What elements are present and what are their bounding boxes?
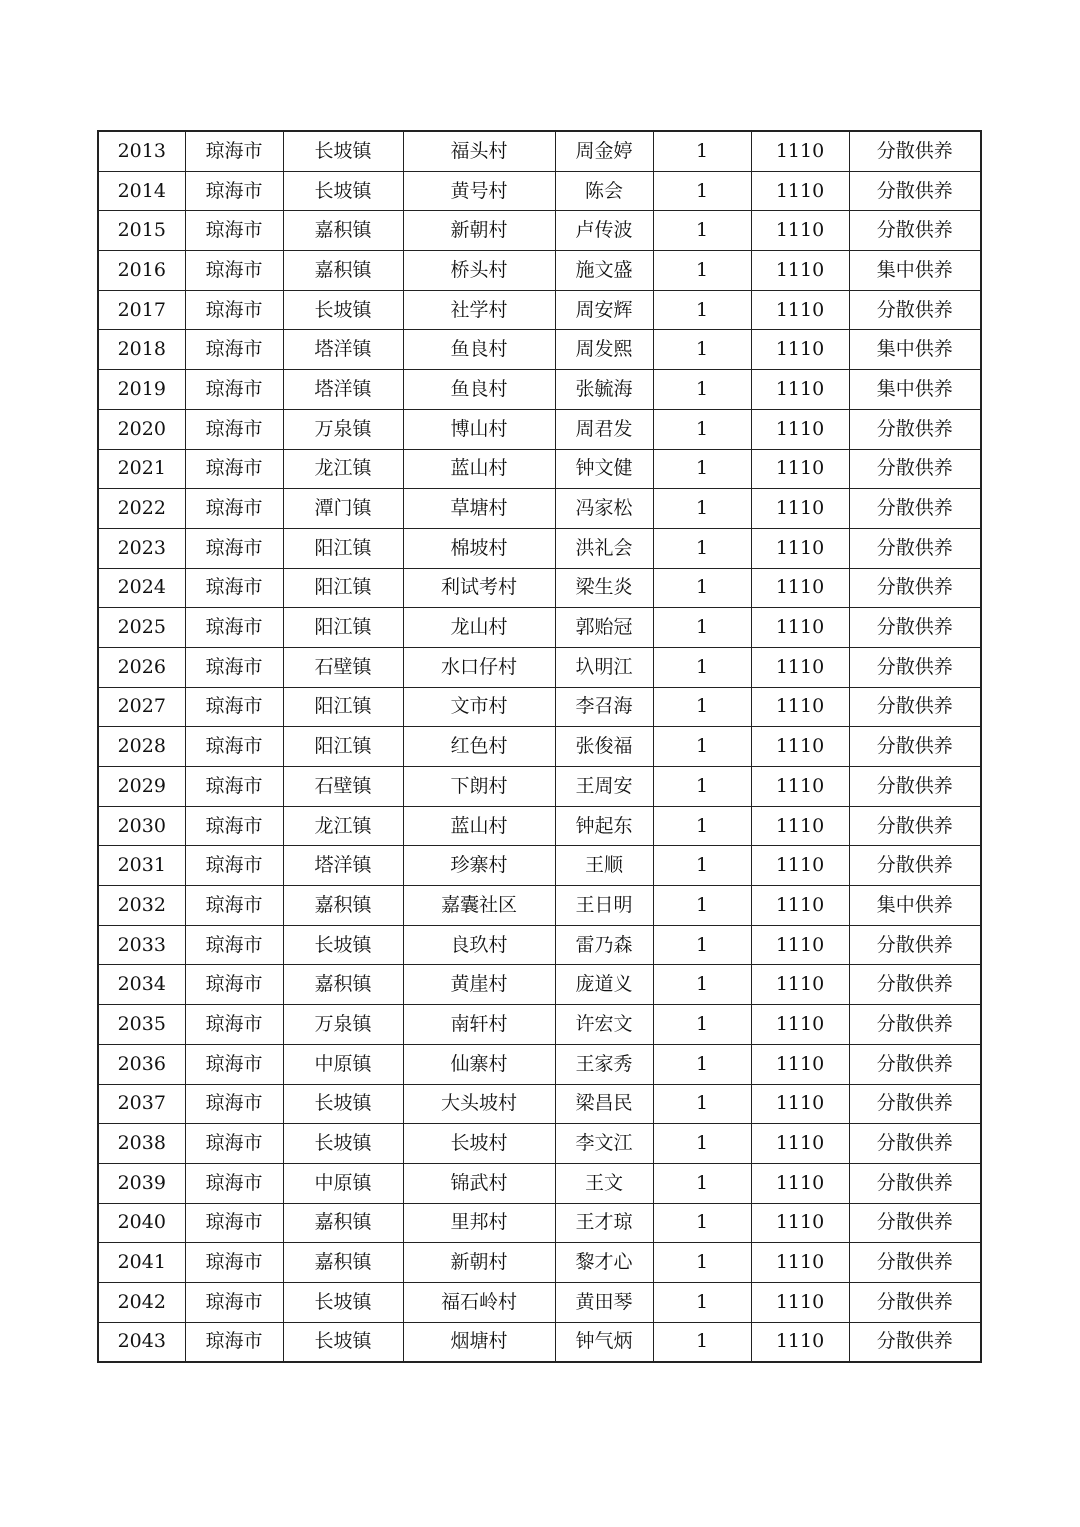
table-row — [98, 806, 981, 846]
row-number-cell: 2020 — [98, 409, 185, 449]
count-cell: 1 — [653, 131, 751, 171]
village-cell: 里邦村 — [403, 1203, 555, 1243]
support-type-cell: 分散供养 — [849, 806, 981, 846]
city-cell: 琼海市 — [185, 171, 283, 211]
village-cell: 水口仔村 — [403, 647, 555, 687]
town-cell: 长坡镇 — [283, 171, 403, 211]
amount-cell: 1110 — [751, 647, 849, 687]
name-cell: 李文江 — [555, 1124, 653, 1164]
village-cell: 长坡村 — [403, 1124, 555, 1164]
town-cell: 阳江镇 — [283, 568, 403, 608]
row-number-cell: 2023 — [98, 528, 185, 568]
town-cell: 阳江镇 — [283, 528, 403, 568]
town-cell: 中原镇 — [283, 1044, 403, 1084]
support-type-cell: 分散供养 — [849, 1243, 981, 1283]
support-type-cell: 分散供养 — [849, 846, 981, 886]
support-type-cell: 分散供养 — [849, 1044, 981, 1084]
count-cell: 1 — [653, 846, 751, 886]
count-cell: 1 — [653, 1124, 751, 1164]
village-cell: 下朗村 — [403, 767, 555, 807]
city-cell: 琼海市 — [185, 1124, 283, 1164]
support-type-cell: 集中供养 — [849, 370, 981, 410]
table-row — [98, 171, 981, 211]
support-type-cell: 分散供养 — [849, 489, 981, 529]
count-cell: 1 — [653, 965, 751, 1005]
table-row — [98, 370, 981, 410]
support-type-cell: 分散供养 — [849, 925, 981, 965]
town-cell: 万泉镇 — [283, 1005, 403, 1045]
village-cell: 仙寨村 — [403, 1044, 555, 1084]
town-cell: 嘉积镇 — [283, 886, 403, 926]
city-cell: 琼海市 — [185, 1282, 283, 1322]
table-row — [98, 290, 981, 330]
row-number-cell: 2025 — [98, 608, 185, 648]
village-cell: 新朝村 — [403, 1243, 555, 1283]
amount-cell: 1110 — [751, 1084, 849, 1124]
count-cell: 1 — [653, 647, 751, 687]
count-cell: 1 — [653, 1322, 751, 1362]
row-number-cell: 2031 — [98, 846, 185, 886]
row-number-cell: 2037 — [98, 1084, 185, 1124]
amount-cell: 1110 — [751, 1124, 849, 1164]
support-type-cell: 集中供养 — [849, 251, 981, 291]
name-cell: 梁生炎 — [555, 568, 653, 608]
town-cell: 塔洋镇 — [283, 370, 403, 410]
name-cell: 冯家松 — [555, 489, 653, 529]
table-row — [98, 1005, 981, 1045]
town-cell: 长坡镇 — [283, 1124, 403, 1164]
support-type-cell: 分散供养 — [849, 1322, 981, 1362]
count-cell: 1 — [653, 767, 751, 807]
city-cell: 琼海市 — [185, 409, 283, 449]
village-cell: 蓝山村 — [403, 806, 555, 846]
town-cell: 石壁镇 — [283, 647, 403, 687]
table-row — [98, 528, 981, 568]
table-row — [98, 251, 981, 291]
town-cell: 长坡镇 — [283, 1282, 403, 1322]
table-row — [98, 727, 981, 767]
village-cell: 桥头村 — [403, 251, 555, 291]
row-number-cell: 2027 — [98, 687, 185, 727]
row-number-cell: 2034 — [98, 965, 185, 1005]
row-number-cell: 2014 — [98, 171, 185, 211]
village-cell: 龙山村 — [403, 608, 555, 648]
count-cell: 1 — [653, 568, 751, 608]
row-number-cell: 2033 — [98, 925, 185, 965]
amount-cell: 1110 — [751, 131, 849, 171]
city-cell: 琼海市 — [185, 608, 283, 648]
table-row — [98, 211, 981, 251]
count-cell: 1 — [653, 1282, 751, 1322]
amount-cell: 1110 — [751, 925, 849, 965]
row-number-cell: 2038 — [98, 1124, 185, 1164]
city-cell: 琼海市 — [185, 1044, 283, 1084]
table-row — [98, 409, 981, 449]
table-row — [98, 1044, 981, 1084]
amount-cell: 1110 — [751, 409, 849, 449]
name-cell: 雷乃森 — [555, 925, 653, 965]
village-cell: 锦武村 — [403, 1163, 555, 1203]
name-cell: 梁昌民 — [555, 1084, 653, 1124]
row-number-cell: 2013 — [98, 131, 185, 171]
town-cell: 长坡镇 — [283, 925, 403, 965]
count-cell: 1 — [653, 1163, 751, 1203]
town-cell: 长坡镇 — [283, 290, 403, 330]
table-row — [98, 1163, 981, 1203]
table-row — [98, 131, 981, 171]
row-number-cell: 2029 — [98, 767, 185, 807]
village-cell: 博山村 — [403, 409, 555, 449]
amount-cell: 1110 — [751, 171, 849, 211]
name-cell: 钟起东 — [555, 806, 653, 846]
amount-cell: 1110 — [751, 886, 849, 926]
amount-cell: 1110 — [751, 568, 849, 608]
count-cell: 1 — [653, 171, 751, 211]
table-body — [98, 131, 981, 1362]
amount-cell: 1110 — [751, 1044, 849, 1084]
amount-cell: 1110 — [751, 1322, 849, 1362]
village-cell: 良玖村 — [403, 925, 555, 965]
table-row — [98, 330, 981, 370]
table-row — [98, 965, 981, 1005]
city-cell: 琼海市 — [185, 767, 283, 807]
amount-cell: 1110 — [751, 528, 849, 568]
support-type-cell: 分散供养 — [849, 290, 981, 330]
village-cell: 大头坡村 — [403, 1084, 555, 1124]
table-row — [98, 925, 981, 965]
table-row — [98, 647, 981, 687]
support-type-cell: 分散供养 — [849, 171, 981, 211]
count-cell: 1 — [653, 727, 751, 767]
count-cell: 1 — [653, 886, 751, 926]
support-type-cell: 分散供养 — [849, 528, 981, 568]
count-cell: 1 — [653, 1243, 751, 1283]
village-cell: 新朝村 — [403, 211, 555, 251]
row-number-cell: 2022 — [98, 489, 185, 529]
name-cell: 施文盛 — [555, 251, 653, 291]
name-cell: 郭贻冠 — [555, 608, 653, 648]
name-cell: 陈会 — [555, 171, 653, 211]
count-cell: 1 — [653, 409, 751, 449]
table-row — [98, 1084, 981, 1124]
table-row — [98, 489, 981, 529]
support-type-cell: 分散供养 — [849, 1005, 981, 1045]
support-type-cell: 分散供养 — [849, 449, 981, 489]
amount-cell: 1110 — [751, 965, 849, 1005]
village-cell: 鱼良村 — [403, 370, 555, 410]
name-cell: 张毓海 — [555, 370, 653, 410]
village-cell: 蓝山村 — [403, 449, 555, 489]
row-number-cell: 2018 — [98, 330, 185, 370]
count-cell: 1 — [653, 608, 751, 648]
count-cell: 1 — [653, 925, 751, 965]
village-cell: 社学村 — [403, 290, 555, 330]
amount-cell: 1110 — [751, 1243, 849, 1283]
village-cell: 利试考村 — [403, 568, 555, 608]
name-cell: 黄田琴 — [555, 1282, 653, 1322]
name-cell: 王周安 — [555, 767, 653, 807]
city-cell: 琼海市 — [185, 290, 283, 330]
city-cell: 琼海市 — [185, 727, 283, 767]
row-number-cell: 2028 — [98, 727, 185, 767]
town-cell: 石壁镇 — [283, 767, 403, 807]
support-type-cell: 分散供养 — [849, 211, 981, 251]
town-cell: 嘉积镇 — [283, 1203, 403, 1243]
name-cell: 圦明江 — [555, 647, 653, 687]
support-type-cell: 分散供养 — [849, 687, 981, 727]
name-cell: 钟气炳 — [555, 1322, 653, 1362]
count-cell: 1 — [653, 528, 751, 568]
name-cell: 庞道义 — [555, 965, 653, 1005]
city-cell: 琼海市 — [185, 1243, 283, 1283]
count-cell: 1 — [653, 1084, 751, 1124]
support-type-cell: 分散供养 — [849, 965, 981, 1005]
town-cell: 塔洋镇 — [283, 846, 403, 886]
amount-cell: 1110 — [751, 1282, 849, 1322]
town-cell: 龙江镇 — [283, 449, 403, 489]
table-row — [98, 1124, 981, 1164]
town-cell: 龙江镇 — [283, 806, 403, 846]
name-cell: 周君发 — [555, 409, 653, 449]
amount-cell: 1110 — [751, 330, 849, 370]
village-cell: 烟塘村 — [403, 1322, 555, 1362]
table-row — [98, 1243, 981, 1283]
support-type-cell: 分散供养 — [849, 647, 981, 687]
support-type-cell: 分散供养 — [849, 1282, 981, 1322]
beneficiary-table — [97, 130, 982, 1363]
city-cell: 琼海市 — [185, 1163, 283, 1203]
amount-cell: 1110 — [751, 846, 849, 886]
city-cell: 琼海市 — [185, 965, 283, 1005]
count-cell: 1 — [653, 1005, 751, 1045]
village-cell: 福石岭村 — [403, 1282, 555, 1322]
amount-cell: 1110 — [751, 251, 849, 291]
count-cell: 1 — [653, 806, 751, 846]
village-cell: 黄号村 — [403, 171, 555, 211]
support-type-cell: 分散供养 — [849, 727, 981, 767]
amount-cell: 1110 — [751, 1005, 849, 1045]
city-cell: 琼海市 — [185, 370, 283, 410]
town-cell: 万泉镇 — [283, 409, 403, 449]
row-number-cell: 2026 — [98, 647, 185, 687]
village-cell: 红色村 — [403, 727, 555, 767]
name-cell: 黎才心 — [555, 1243, 653, 1283]
town-cell: 塔洋镇 — [283, 330, 403, 370]
village-cell: 棉坡村 — [403, 528, 555, 568]
town-cell: 嘉积镇 — [283, 251, 403, 291]
city-cell: 琼海市 — [185, 1005, 283, 1045]
name-cell: 钟文健 — [555, 449, 653, 489]
row-number-cell: 2024 — [98, 568, 185, 608]
amount-cell: 1110 — [751, 687, 849, 727]
city-cell: 琼海市 — [185, 687, 283, 727]
count-cell: 1 — [653, 687, 751, 727]
name-cell: 王顺 — [555, 846, 653, 886]
count-cell: 1 — [653, 370, 751, 410]
amount-cell: 1110 — [751, 727, 849, 767]
support-type-cell: 分散供养 — [849, 131, 981, 171]
town-cell: 阳江镇 — [283, 727, 403, 767]
support-type-cell: 分散供养 — [849, 409, 981, 449]
count-cell: 1 — [653, 251, 751, 291]
village-cell: 鱼良村 — [403, 330, 555, 370]
table-row — [98, 568, 981, 608]
village-cell: 草塘村 — [403, 489, 555, 529]
row-number-cell: 2015 — [98, 211, 185, 251]
row-number-cell: 2041 — [98, 1243, 185, 1283]
name-cell: 周发熙 — [555, 330, 653, 370]
town-cell: 阳江镇 — [283, 687, 403, 727]
count-cell: 1 — [653, 290, 751, 330]
support-type-cell: 分散供养 — [849, 1163, 981, 1203]
row-number-cell: 2017 — [98, 290, 185, 330]
row-number-cell: 2043 — [98, 1322, 185, 1362]
table-row — [98, 886, 981, 926]
support-type-cell: 分散供养 — [849, 1203, 981, 1243]
count-cell: 1 — [653, 1203, 751, 1243]
city-cell: 琼海市 — [185, 806, 283, 846]
city-cell: 琼海市 — [185, 1203, 283, 1243]
support-type-cell: 分散供养 — [849, 1084, 981, 1124]
count-cell: 1 — [653, 449, 751, 489]
row-number-cell: 2016 — [98, 251, 185, 291]
amount-cell: 1110 — [751, 1163, 849, 1203]
name-cell: 周安辉 — [555, 290, 653, 330]
name-cell: 卢传波 — [555, 211, 653, 251]
amount-cell: 1110 — [751, 449, 849, 489]
amount-cell: 1110 — [751, 489, 849, 529]
amount-cell: 1110 — [751, 1203, 849, 1243]
amount-cell: 1110 — [751, 370, 849, 410]
amount-cell: 1110 — [751, 211, 849, 251]
table-row — [98, 1282, 981, 1322]
town-cell: 中原镇 — [283, 1163, 403, 1203]
village-cell: 文市村 — [403, 687, 555, 727]
row-number-cell: 2021 — [98, 449, 185, 489]
support-type-cell: 分散供养 — [849, 767, 981, 807]
town-cell: 长坡镇 — [283, 131, 403, 171]
city-cell: 琼海市 — [185, 211, 283, 251]
name-cell: 王家秀 — [555, 1044, 653, 1084]
town-cell: 嘉积镇 — [283, 965, 403, 1005]
village-cell: 黄崖村 — [403, 965, 555, 1005]
row-number-cell: 2036 — [98, 1044, 185, 1084]
town-cell: 阳江镇 — [283, 608, 403, 648]
city-cell: 琼海市 — [185, 846, 283, 886]
name-cell: 许宏文 — [555, 1005, 653, 1045]
count-cell: 1 — [653, 330, 751, 370]
city-cell: 琼海市 — [185, 330, 283, 370]
name-cell: 王文 — [555, 1163, 653, 1203]
village-cell: 嘉囊社区 — [403, 886, 555, 926]
support-type-cell: 分散供养 — [849, 1124, 981, 1164]
town-cell: 嘉积镇 — [283, 211, 403, 251]
name-cell: 王日明 — [555, 886, 653, 926]
town-cell: 潭门镇 — [283, 489, 403, 529]
city-cell: 琼海市 — [185, 489, 283, 529]
table-row — [98, 608, 981, 648]
town-cell: 嘉积镇 — [283, 1243, 403, 1283]
name-cell: 张俊福 — [555, 727, 653, 767]
row-number-cell: 2032 — [98, 886, 185, 926]
name-cell: 李召海 — [555, 687, 653, 727]
table-row — [98, 687, 981, 727]
support-type-cell: 集中供养 — [849, 886, 981, 926]
city-cell: 琼海市 — [185, 449, 283, 489]
city-cell: 琼海市 — [185, 131, 283, 171]
city-cell: 琼海市 — [185, 1322, 283, 1362]
city-cell: 琼海市 — [185, 568, 283, 608]
row-number-cell: 2035 — [98, 1005, 185, 1045]
row-number-cell: 2019 — [98, 370, 185, 410]
city-cell: 琼海市 — [185, 528, 283, 568]
amount-cell: 1110 — [751, 806, 849, 846]
village-cell: 珍寨村 — [403, 846, 555, 886]
city-cell: 琼海市 — [185, 925, 283, 965]
row-number-cell: 2030 — [98, 806, 185, 846]
city-cell: 琼海市 — [185, 1084, 283, 1124]
amount-cell: 1110 — [751, 767, 849, 807]
amount-cell: 1110 — [751, 290, 849, 330]
table-row — [98, 449, 981, 489]
count-cell: 1 — [653, 489, 751, 529]
village-cell: 南轩村 — [403, 1005, 555, 1045]
name-cell: 洪礼会 — [555, 528, 653, 568]
support-type-cell: 分散供养 — [849, 608, 981, 648]
table-row — [98, 1203, 981, 1243]
support-type-cell: 集中供养 — [849, 330, 981, 370]
table-row — [98, 767, 981, 807]
count-cell: 1 — [653, 1044, 751, 1084]
city-cell: 琼海市 — [185, 886, 283, 926]
row-number-cell: 2042 — [98, 1282, 185, 1322]
name-cell: 王才琼 — [555, 1203, 653, 1243]
table-row — [98, 1322, 981, 1362]
support-type-cell: 分散供养 — [849, 568, 981, 608]
village-cell: 福头村 — [403, 131, 555, 171]
town-cell: 长坡镇 — [283, 1322, 403, 1362]
city-cell: 琼海市 — [185, 647, 283, 687]
table-row — [98, 846, 981, 886]
amount-cell: 1110 — [751, 608, 849, 648]
row-number-cell: 2040 — [98, 1203, 185, 1243]
row-number-cell: 2039 — [98, 1163, 185, 1203]
city-cell: 琼海市 — [185, 251, 283, 291]
count-cell: 1 — [653, 211, 751, 251]
name-cell: 周金婷 — [555, 131, 653, 171]
town-cell: 长坡镇 — [283, 1084, 403, 1124]
